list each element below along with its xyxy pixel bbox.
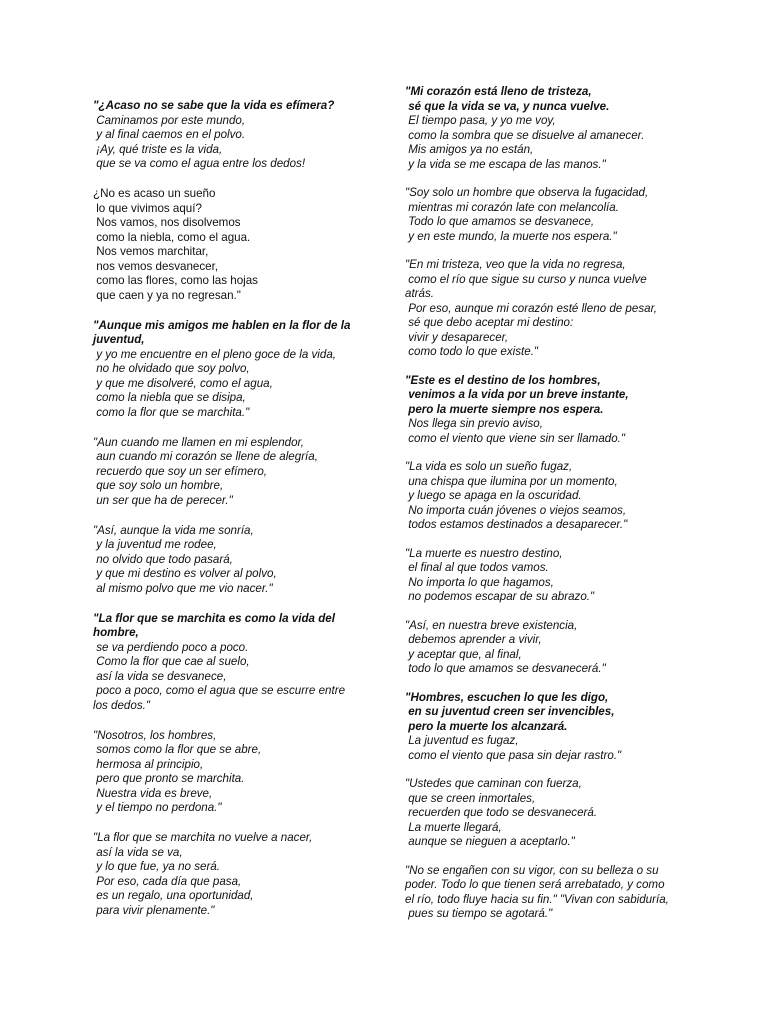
poem-stanza <box>93 729 363 816</box>
stanza-heading-line: pero la muerte los alcanzará. <box>405 719 568 733</box>
stanza-line: pero que pronto se marchita. <box>93 772 245 785</box>
stanza-line: no he olvidado que soy polvo, <box>93 362 250 375</box>
poem-stanza <box>405 777 680 850</box>
stanza-line: y aceptar que, al final, <box>405 647 522 661</box>
stanza-line: el final al que todos vamos. <box>405 561 549 574</box>
stanza-line: poder. Todo lo que tienen será arrebatado, y como <box>405 878 665 891</box>
stanza-line: Por eso, cada día que pasa, <box>93 874 242 888</box>
stanza-heading-line: "Este es el destino de los hombres, <box>405 373 601 387</box>
stanza-line: La muerte llegará, <box>405 820 502 834</box>
stanza-line: se va perdiendo poco a poco. <box>93 640 249 654</box>
poem-stanza <box>93 831 363 918</box>
stanza-line: y el tiempo no perdona." <box>93 801 222 814</box>
stanza-heading-line: en su juventud creen ser invencibles, <box>405 705 615 718</box>
stanza-line: así la vida se va, <box>93 845 183 859</box>
stanza-line: Caminamos por este mundo, <box>93 113 246 127</box>
stanza-line: ¡Ay, qué triste es la vida, <box>93 142 223 156</box>
poem-stanza <box>93 319 363 421</box>
stanza-line: pues su tiempo se agotará." <box>405 907 553 920</box>
stanza-line: aun cuando mi corazón se llene de alegría, <box>93 450 318 463</box>
stanza-line: "Así, aunque la vida me sonría, <box>93 523 254 537</box>
stanza-line: ¿No es acaso un sueño <box>93 187 216 200</box>
stanza-line: para vivir plenamente." <box>93 903 215 917</box>
stanza-heading-line: pero la muerte siempre nos espera. <box>405 402 604 416</box>
stanza-line: un ser que ha de perecer." <box>93 493 233 507</box>
stanza-line: como la niebla, como el agua. <box>93 230 251 244</box>
stanza-line: No importa lo que hagamos, <box>405 575 554 589</box>
stanza-heading-line: "Aunque mis amigos me hablen en la flor de la <box>93 318 351 332</box>
stanza-heading-line: "¿Acaso no se sabe que la vida es efímera? <box>93 99 335 112</box>
stanza-line: atrás. <box>405 287 434 300</box>
stanza-line: que se va como el agua entre los dedos! <box>93 157 306 170</box>
stanza-line: "La vida es solo un sueño fugaz, <box>405 460 573 473</box>
stanza-line: los dedos." <box>93 698 150 712</box>
stanza-heading-line: "Mi corazón está lleno de tristeza, <box>405 85 592 98</box>
stanza-line: Nos llega sin previo aviso, <box>405 417 543 430</box>
stanza-line: como la flor que se marchita." <box>93 405 250 419</box>
stanza-line: y la vida se me escapa de las manos." <box>405 157 606 171</box>
poem-stanza <box>405 547 680 605</box>
stanza-line: que se creen inmortales, <box>405 791 536 805</box>
stanza-line: Todo lo que amamos se desvanece, <box>405 215 595 228</box>
stanza-line: "En mi tristeza, veo que la vida no regresa, <box>405 258 626 271</box>
poem-stanza <box>405 619 680 677</box>
stanza-line: lo que vivimos aquí? <box>93 201 202 215</box>
stanza-line: y en este mundo, la muerte nos espera." <box>405 229 617 243</box>
stanza-line: recuerdo que soy un ser efímero, <box>93 464 268 478</box>
stanza-line: mientras mi corazón late con melancolía. <box>405 200 619 214</box>
stanza-heading-line: venimos a la vida por un breve instante, <box>405 388 629 401</box>
left-column <box>93 99 363 934</box>
stanza-heading-line: "Hombres, escuchen lo que les digo, <box>405 690 609 704</box>
stanza-line: "Así, en nuestra breve existencia, <box>405 618 578 632</box>
stanza-line: Nos vamos, nos disolvemos <box>93 216 241 229</box>
poem-stanza <box>93 187 363 303</box>
stanza-heading-line: juventud, <box>93 333 145 346</box>
stanza-line: como todo lo que existe." <box>405 345 539 358</box>
stanza-line: todo lo que amamos se desvanecerá." <box>405 662 606 675</box>
poem-stanza <box>405 258 680 360</box>
poem-stanza <box>405 460 680 533</box>
poem-stanza <box>405 85 680 172</box>
stanza-line: y que mi destino es volver al polvo, <box>93 567 277 580</box>
stanza-line: Como la flor que cae al suelo, <box>93 655 250 668</box>
stanza-line: aunque se nieguen a aceptarlo." <box>405 835 575 848</box>
poem-stanza <box>405 186 680 244</box>
stanza-line: No importa cuán jóvenes o viejos seamos, <box>405 503 627 517</box>
stanza-line: "Ustedes que caminan con fuerza, <box>405 777 582 790</box>
stanza-line: "Soy solo un hombre que observa la fugacidad, <box>405 186 649 199</box>
stanza-line: y luego se apaga en la oscuridad. <box>405 489 582 502</box>
stanza-line: no olvido que todo pasará, <box>93 552 233 566</box>
stanza-line: como el viento que viene sin ser llamado." <box>405 431 626 445</box>
stanza-line: Nos vemos marchitar, <box>93 245 209 258</box>
stanza-line: el río, todo fluye hacia su fin." "Vivan con sabiduría, <box>405 892 669 906</box>
poem-stanza <box>405 864 680 922</box>
stanza-line: como el viento que pasa sin dejar rastro." <box>405 748 622 762</box>
stanza-line: Mis amigos ya no están, <box>405 143 534 156</box>
poem-stanza <box>93 524 363 597</box>
stanza-line: como el río que sigue su curso y nunca vuelve <box>405 272 647 286</box>
stanza-line: todos estamos destinados a desaparecer." <box>405 518 628 531</box>
stanza-line: que soy solo un hombre, <box>93 479 224 492</box>
stanza-line: al mismo polvo que me vio nacer." <box>93 581 273 595</box>
stanza-line: una chispa que ilumina por un momento, <box>405 474 618 488</box>
stanza-line: somos como la flor que se abre, <box>93 743 262 756</box>
stanza-line: y que me disolveré, como el agua, <box>93 376 273 390</box>
stanza-line: no podemos escapar de su abrazo." <box>405 590 595 603</box>
stanza-line: así la vida se desvanece, <box>93 669 227 683</box>
stanza-line: y lo que fue, ya no será. <box>93 860 220 873</box>
poem-stanza <box>405 374 680 447</box>
stanza-line: que caen y ya no regresan." <box>93 288 241 302</box>
stanza-line: La juventud es fugaz, <box>405 734 519 747</box>
stanza-line: poco a poco, como el agua que se escurre entre <box>93 684 346 697</box>
stanza-line: hermosa al principio, <box>93 757 204 771</box>
stanza-line: es un regalo, una oportunidad, <box>93 889 254 902</box>
poem-stanza <box>405 691 680 764</box>
stanza-line: recuerden que todo se desvanecerá. <box>405 806 598 819</box>
stanza-line: Nuestra vida es breve, <box>93 786 213 800</box>
stanza-line: debemos aprender a vivir, <box>405 633 542 646</box>
poem-stanza <box>93 99 363 172</box>
poem-stanza <box>93 436 363 509</box>
stanza-line: Por eso, aunque mi corazón esté lleno de pesar, <box>405 301 658 315</box>
poem-stanza <box>93 612 363 714</box>
stanza-line: El tiempo pasa, y yo me voy, <box>405 114 556 127</box>
stanza-line: y yo me encuentre en el pleno goce de la vida, <box>93 347 336 361</box>
stanza-line: vivir y desaparecer, <box>405 330 509 344</box>
stanza-heading-line: hombre, <box>93 626 139 639</box>
stanza-line: "La muerte es nuestro destino, <box>405 546 563 560</box>
stanza-line: "Aun cuando me llamen en mi esplendor, <box>93 435 304 449</box>
stanza-line: como la niebla que se disipa, <box>93 391 246 404</box>
right-column <box>405 85 680 936</box>
stanza-line: y al final caemos en el polvo. <box>93 128 246 141</box>
stanza-line: sé que debo aceptar mi destino: <box>405 316 574 329</box>
stanza-line: "No se engañen con su vigor, con su belleza o su <box>405 863 659 877</box>
stanza-line: nos vemos desvanecer, <box>93 259 219 273</box>
stanza-line: como las flores, como las hojas <box>93 274 258 287</box>
stanza-line: y la juventud me rodee, <box>93 538 217 551</box>
stanza-line: "La flor que se marchita no vuelve a nacer, <box>93 831 313 844</box>
stanza-heading-line: "La flor que se marchita es como la vida del <box>93 611 335 625</box>
stanza-line: como la sombra que se disuelve al amanecer. <box>405 128 645 142</box>
stanza-heading-line: sé que la vida se va, y nunca vuelve. <box>405 99 610 113</box>
stanza-line: "Nosotros, los hombres, <box>93 728 217 742</box>
